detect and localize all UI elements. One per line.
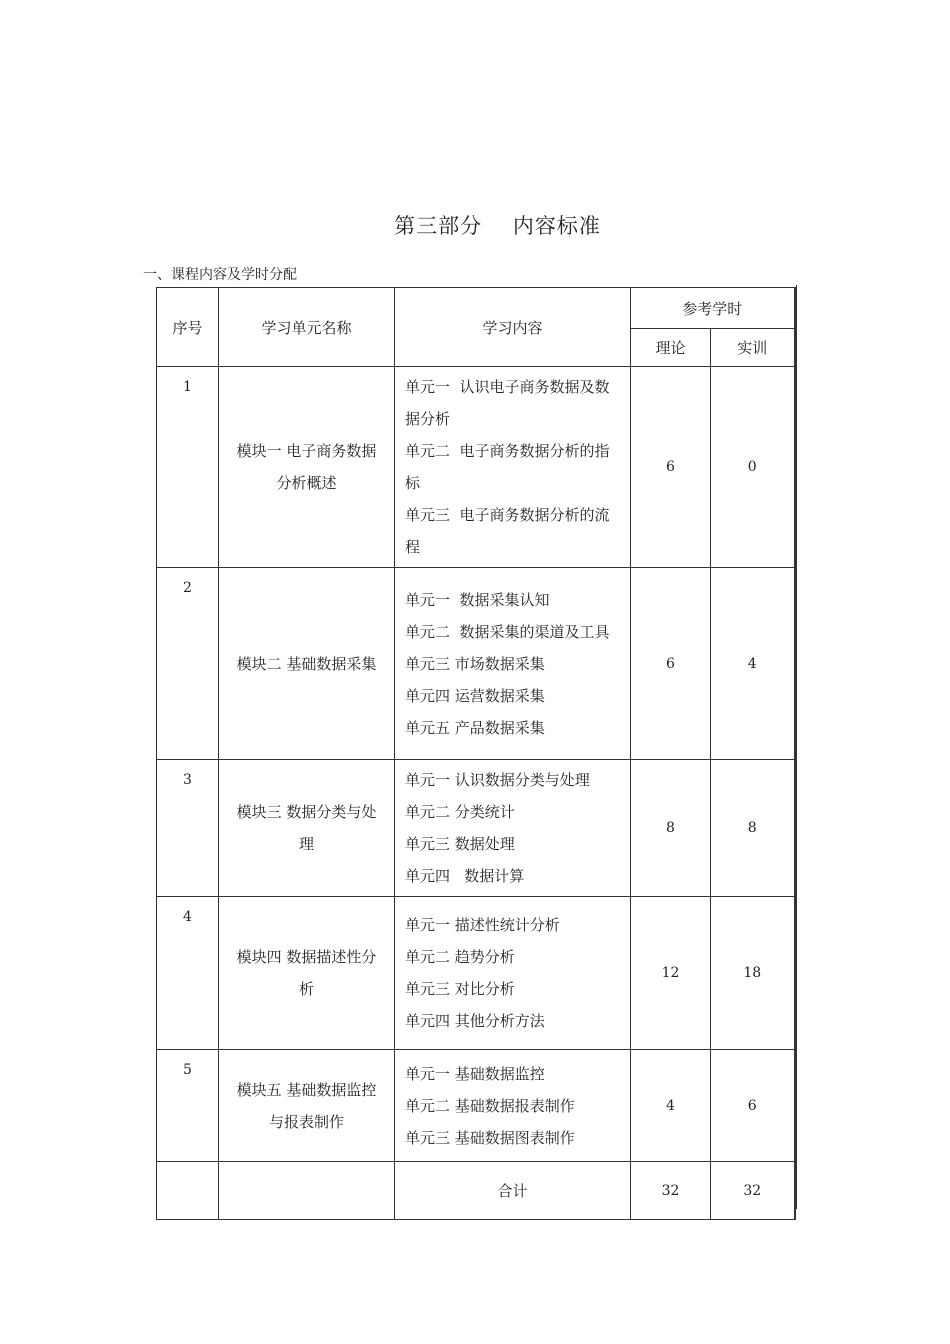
row-index: 1 — [157, 367, 219, 568]
row-index: 3 — [157, 760, 219, 897]
total-module-cell — [219, 1162, 395, 1220]
unit-item: 单元三 电子商务数据分析的流程 — [405, 506, 610, 556]
unit-item: 单元三 对比分析 — [405, 980, 515, 998]
row-module-name: 模块三 数据分类与处理 — [219, 760, 395, 897]
row-units — [395, 760, 631, 897]
unit-item: 单元五 产品数据采集 — [405, 718, 545, 737]
row-theory-hours: 8 — [631, 760, 711, 897]
unit-item: 单元二 基础数据报表制作 — [405, 1096, 575, 1115]
unit-item: 单元一 认识电子商务数据及数据分析 — [405, 378, 610, 428]
row-theory-hours: 4 — [631, 1050, 711, 1162]
total-label: 合计 — [395, 1162, 631, 1220]
unit-item: 单元二 趋势分析 — [405, 948, 515, 966]
unit-item: 单元一 认识数据分类与处理 — [405, 771, 590, 789]
row-units — [395, 897, 631, 1050]
row-module-name: 模块四 数据描述性分析 — [219, 897, 395, 1050]
row-practice-hours: 0 — [711, 367, 795, 568]
header-unit-name: 学习单元名称 — [219, 288, 395, 367]
row-theory-hours: 6 — [631, 568, 711, 760]
row-index: 5 — [157, 1050, 219, 1162]
header-theory: 理论 — [631, 329, 711, 367]
table-row — [157, 897, 795, 1050]
unit-item: 单元二 电子商务数据分析的指标 — [405, 442, 610, 492]
row-index: 4 — [157, 897, 219, 1050]
unit-item: 单元一 数据采集认知 — [405, 590, 550, 609]
row-practice-hours: 6 — [711, 1050, 795, 1162]
table-row — [157, 1050, 795, 1162]
unit-item: 单元二 数据采集的渠道及工具 — [405, 622, 610, 641]
row-practice-hours: 4 — [711, 568, 795, 760]
row-practice-hours: 8 — [711, 760, 795, 897]
course-hours-table — [156, 287, 796, 1220]
unit-item: 单元四 数据计算 — [405, 867, 525, 885]
row-module-name: 模块五 基础数据监控与报表制作 — [219, 1050, 395, 1162]
row-theory-hours: 6 — [631, 367, 711, 568]
table-row — [157, 367, 795, 568]
unit-item: 单元一 基础数据监控 — [405, 1064, 545, 1083]
unit-item: 单元三 市场数据采集 — [405, 654, 545, 673]
row-theory-hours: 12 — [631, 897, 711, 1050]
total-theory: 32 — [631, 1162, 711, 1220]
table-body — [157, 367, 795, 1162]
unit-item: 单元三 基础数据图表制作 — [405, 1128, 575, 1147]
total-row — [157, 1162, 795, 1220]
unit-item: 单元一 描述性统计分析 — [405, 916, 560, 934]
unit-item: 单元四 其他分析方法 — [405, 1012, 545, 1030]
header-ref-hours: 参考学时 — [631, 288, 795, 329]
table-right-border — [796, 285, 797, 1209]
row-module-name: 模块一 电子商务数据分析概述 — [219, 367, 395, 568]
page-title: 第三部分 内容标准 — [394, 214, 601, 238]
row-practice-hours: 18 — [711, 897, 795, 1050]
row-units — [395, 367, 631, 568]
unit-item: 单元二 分类统计 — [405, 803, 515, 821]
table-row — [157, 568, 795, 760]
row-module-name: 模块二 基础数据采集 — [219, 568, 395, 760]
section-heading: 一、课程内容及学时分配 — [143, 267, 297, 283]
unit-item: 单元三 数据处理 — [405, 835, 515, 853]
total-index-cell — [157, 1162, 219, 1220]
row-units — [395, 568, 631, 760]
total-practice: 32 — [711, 1162, 795, 1220]
row-index: 2 — [157, 568, 219, 760]
header-practice: 实训 — [711, 329, 795, 367]
header-content: 学习内容 — [395, 288, 631, 367]
row-units — [395, 1050, 631, 1162]
header-index: 序号 — [157, 288, 219, 367]
unit-item: 单元四 运营数据采集 — [405, 686, 545, 705]
table-row — [157, 760, 795, 897]
